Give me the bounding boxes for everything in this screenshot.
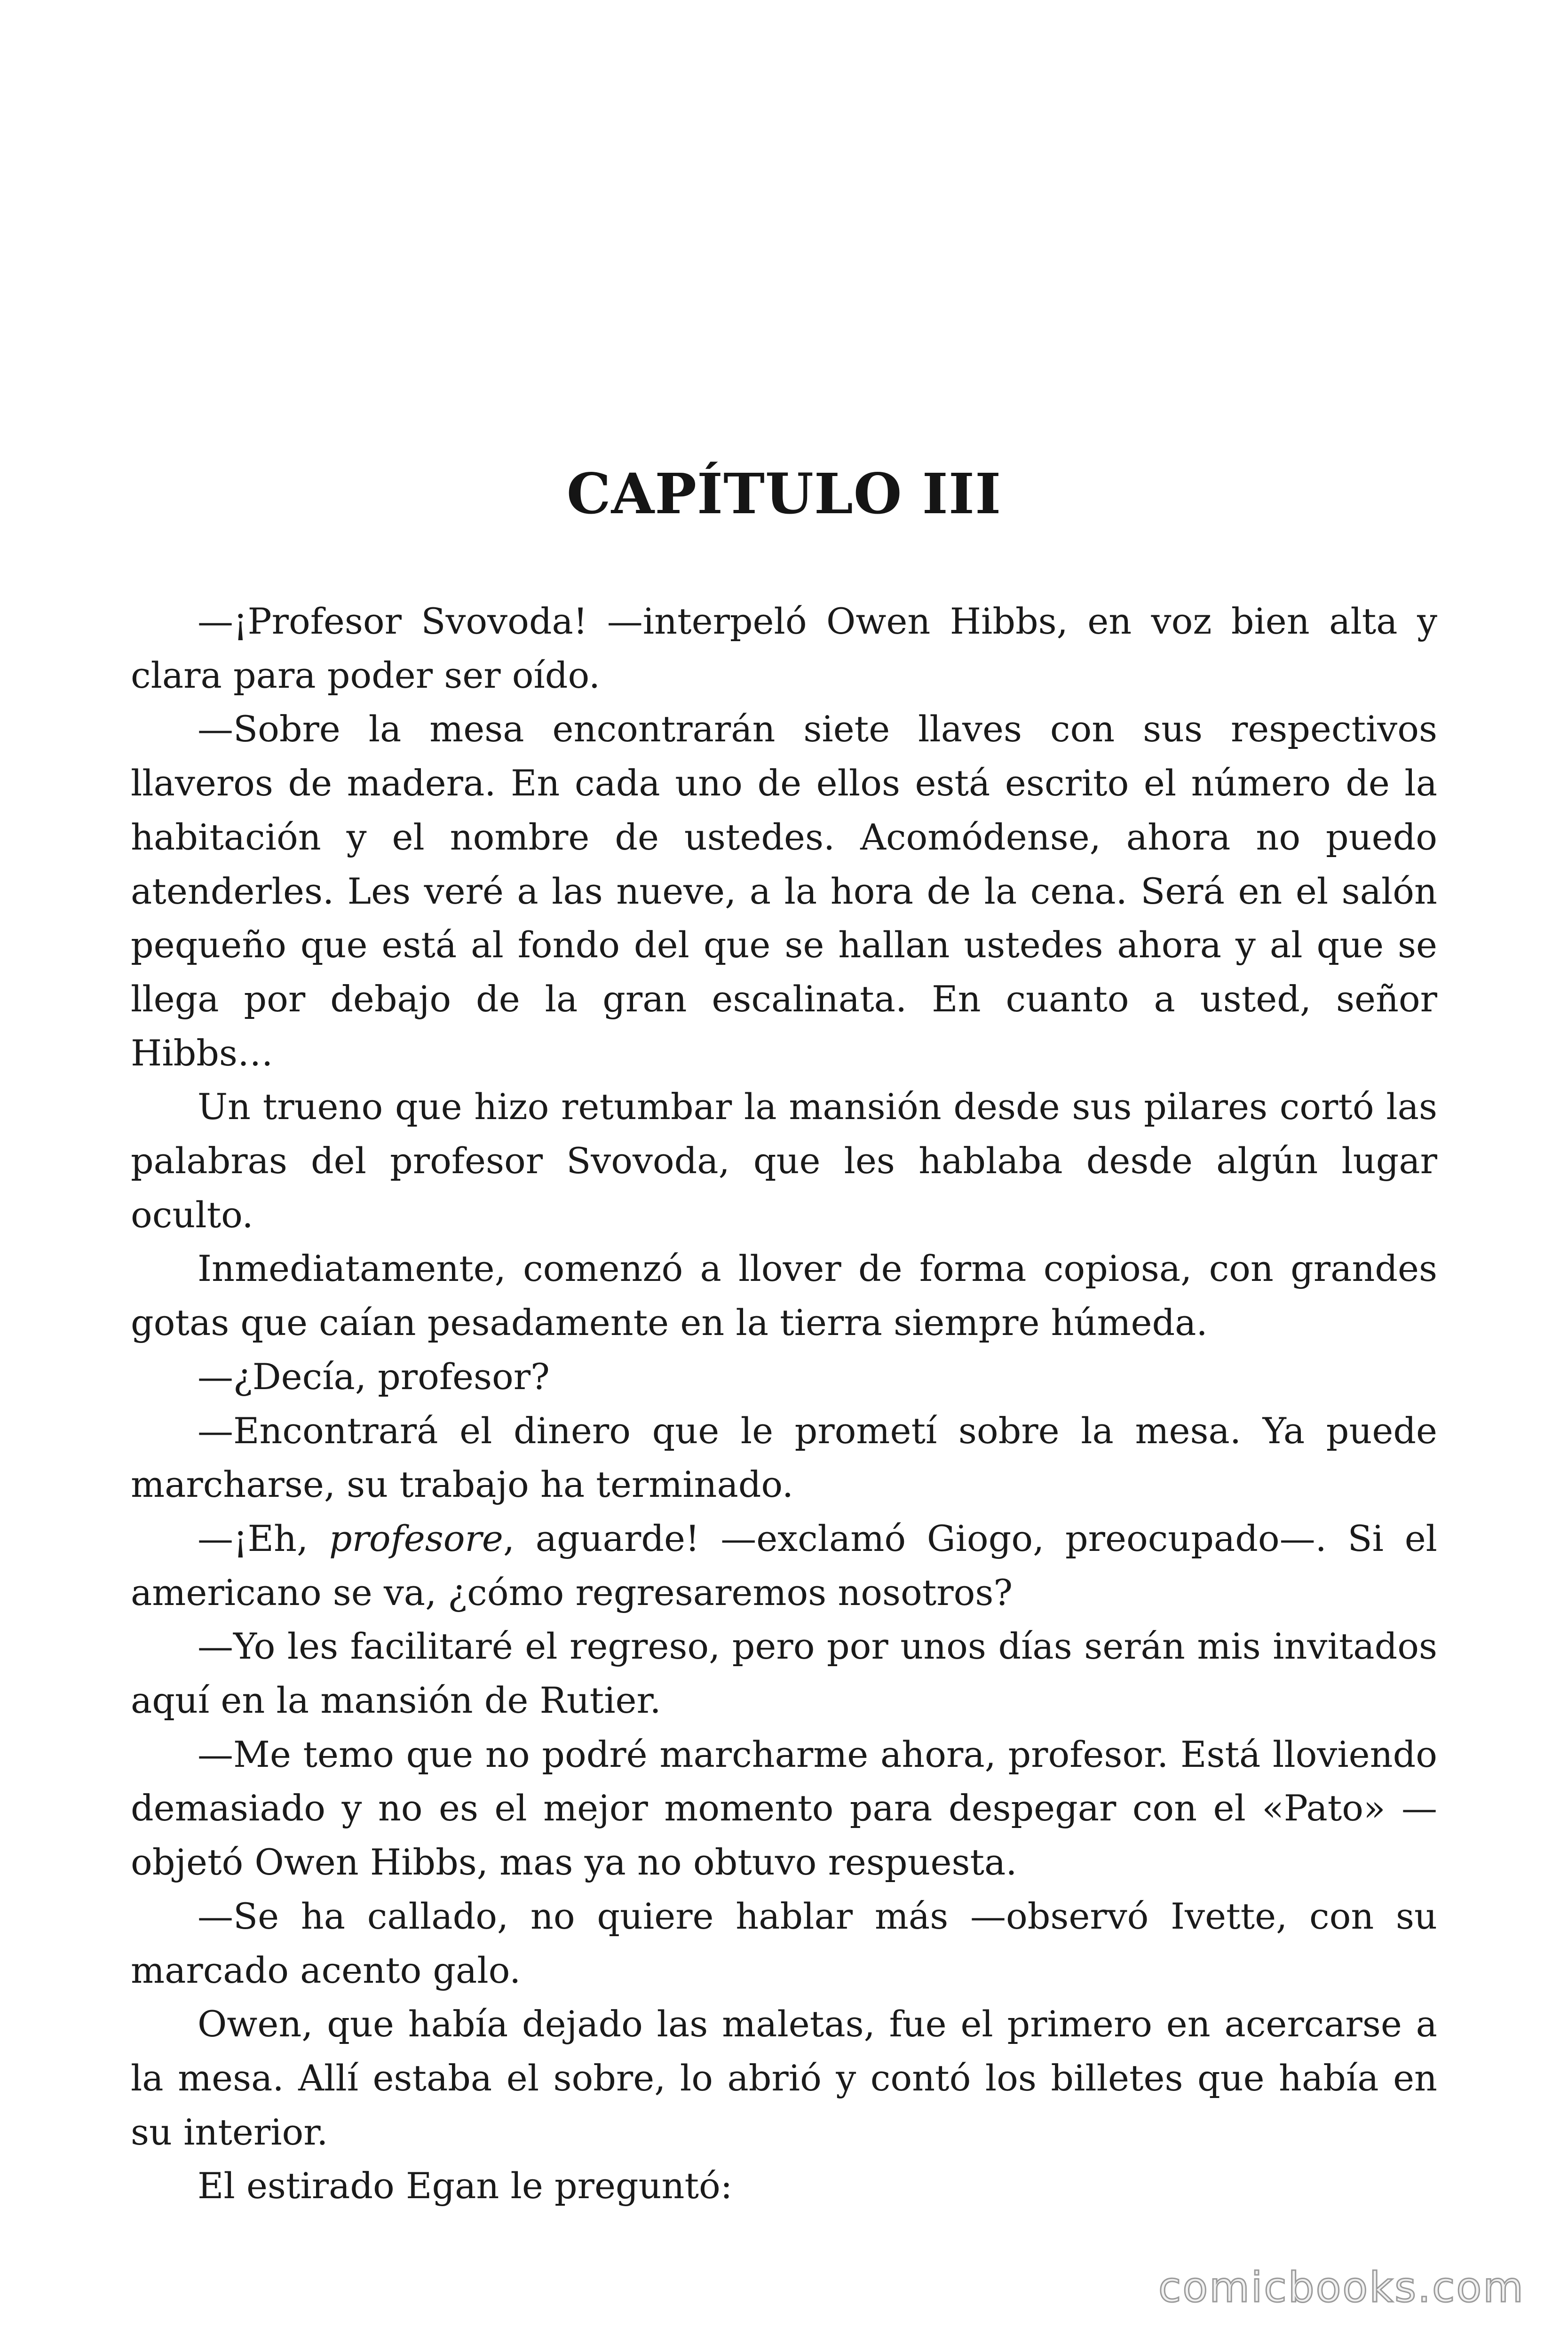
paragraph: —Encontrará el dinero que le prometí sobre la mesa. Ya puede marcharse, su trabajo ha terminado. [131,1409,1437,1506]
paragraph [131,1512,1437,1620]
watermark: comicbooks.com [1158,2263,1525,2312]
paragraph: —Yo les facilitaré el regreso, pero por unos días serán mis invitados aquí en la mansión de Rutier. [131,1625,1437,1722]
paragraph: —Me temo que no podré marcharme ahora, profesor. Está lloviendo demasiado y no es el mejor momento para despegar con el «Pato» —objetó Owen Hibbs, mas ya no obtuvo respuesta. [131,1733,1437,1883]
paragraph: El estirado Egan le preguntó: [198,2165,733,2207]
paragraph: Inmediatamente, comenzó a llover de forma copiosa, con grandes gotas que caían pesadamente en la tierra siempre húmeda. [131,1248,1437,1344]
paragraph: —Se ha callado, no quiere hablar más —observó Ivette, con su marcado acento galo. [131,1895,1437,1991]
paragraph: —¡Profesor Svovoda! —interpeló Owen Hibbs, en voz bien alta y clara para poder ser oído. [131,600,1437,696]
paragraph: —Sobre la mesa encontrarán siete llaves con sus respectivos llaveros de madera. En cada uno de ellos está escrito el número de la habitación y el nombre de ustedes. Acomódense, ahora no puedo atenderles. Les veré a las nueve, a la hora de la cena. Será en el salón pequeño que está al fondo del que se hallan ustedes ahora y al que se llega por debajo de la gran escalinata. En cuanto a usted, señor Hibbs… [131,708,1437,1074]
chapter-body [131,595,1437,2213]
paragraph: —¿Decía, profesor? [198,1355,550,1398]
chapter-title: CAPÍTULO III [566,461,1002,526]
paragraph: Un trueno que hizo retumbar la mansión desde sus pilares cortó las palabras del profesor Svovoda, que les hablaba desde algún lugar oculto. [131,1086,1437,1236]
italic-word: profesore [329,1517,503,1559]
paragraph-text-before: —¡Eh, [198,1517,329,1559]
paragraph: Owen, que había dejado las maletas, fue el primero en acercarse a la mesa. Allí estaba el sobre, lo abrió y contó los billetes que había en su interior. [131,2003,1437,2153]
paragraph-text-after: , aguarde! —exclamó Giogo, preocupado—. Si el americano se va, ¿cómo regresaremos nosotros? [131,1517,1437,1613]
